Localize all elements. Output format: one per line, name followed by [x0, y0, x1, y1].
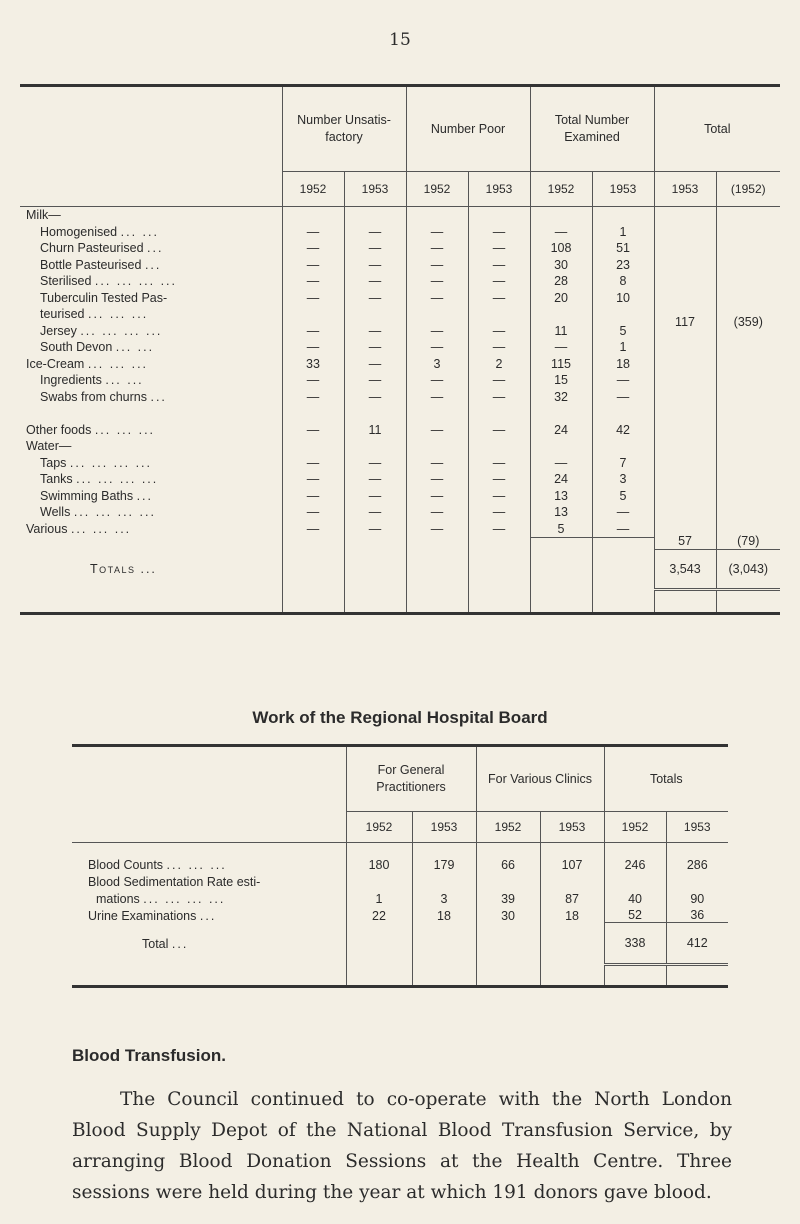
year-header: 1953 [412, 812, 476, 843]
cell-value: — [406, 240, 468, 257]
header-examined: Total Number Examined [530, 86, 654, 172]
water-total-1952: (79) [716, 438, 780, 550]
cell-value: — [592, 372, 654, 389]
year-header: 1952 [604, 812, 666, 843]
cell-value [604, 872, 666, 889]
row-label-text: Water— [26, 439, 72, 453]
row-leader-dots: ... ... ... [94, 422, 156, 437]
cell-value: — [468, 455, 530, 472]
cell-value [406, 306, 468, 323]
cell-value: 28 [530, 273, 592, 290]
cell-value: 51 [592, 240, 654, 257]
cell-value: 3 [406, 356, 468, 373]
cell-value: 30 [530, 257, 592, 274]
row-label [20, 339, 282, 356]
cell-value: — [468, 389, 530, 406]
row-label [72, 906, 346, 923]
cell-value: 1 [592, 339, 654, 356]
row-label-text: Wells [40, 505, 71, 519]
cell-value [592, 438, 654, 455]
row-label [20, 306, 282, 323]
cell-value: — [468, 273, 530, 290]
cell-value: 23 [592, 257, 654, 274]
cell-value [530, 405, 592, 422]
cell-value: 66 [476, 855, 540, 872]
row-label-text: Bottle Pasteurised [40, 257, 142, 272]
cell-value: 179 [412, 855, 476, 872]
cell-value: 33 [282, 356, 344, 373]
cell-value: 11 [344, 422, 406, 439]
grand-total-1953: 3,543 [654, 550, 716, 590]
cell-value: — [282, 372, 344, 389]
row-label [20, 240, 282, 257]
hospital-board-table [72, 744, 728, 988]
cell-value: — [406, 323, 468, 340]
cell-value: 3 [412, 889, 476, 906]
row-label-text: Tanks [40, 472, 73, 486]
row-label [20, 273, 282, 290]
cell-value: 20 [530, 290, 592, 307]
cell-value [406, 207, 468, 224]
row-label-text: Blood Counts [88, 857, 164, 872]
year-header: 1952 [530, 172, 592, 207]
cell-value: — [282, 521, 344, 538]
row-label [20, 471, 282, 488]
table-row [20, 438, 780, 455]
total-label-text: Total [142, 936, 169, 951]
row-label [20, 504, 282, 521]
cell-value: — [282, 339, 344, 356]
cell-value: — [592, 521, 654, 538]
table-row [72, 872, 728, 889]
row-label-text: Milk— [26, 208, 61, 222]
table-row [72, 889, 728, 906]
cell-value: — [282, 471, 344, 488]
samples-table [20, 84, 780, 615]
row-label-text: Swimming Baths [40, 488, 134, 503]
cell-value [468, 438, 530, 455]
cell-value: — [468, 323, 530, 340]
row-label [20, 224, 282, 241]
cell-value: — [468, 339, 530, 356]
cell-value: 13 [530, 488, 592, 505]
total-label [72, 923, 346, 965]
cell-value [468, 207, 530, 224]
row-leader-dots: ... ... ... [87, 307, 149, 321]
row-label-text: Tuberculin Tested Pas- [40, 290, 168, 305]
spacer-row [20, 590, 780, 614]
totals-label-text: Totals [90, 562, 136, 577]
row-leader-dots: ... ... ... ... [69, 455, 152, 470]
row-label [20, 257, 282, 274]
cell-value: 5 [530, 521, 592, 538]
header-unsatisfactory: Number Unsatis- factory [282, 86, 406, 172]
cell-value: — [344, 356, 406, 373]
cell-value [592, 207, 654, 224]
cell-value: — [344, 273, 406, 290]
year-header: 1952 [282, 172, 344, 207]
food-total-1952: (359) [716, 207, 780, 439]
row-label-text: Homogenised [40, 224, 118, 239]
cell-value: 13 [530, 504, 592, 521]
total-1953: 412 [666, 923, 728, 965]
cell-value [406, 438, 468, 455]
cell-value: — [344, 521, 406, 538]
year-header: 1952 [476, 812, 540, 843]
spacer-row [72, 843, 728, 855]
row-leader-dots: ... ... ... ... [73, 505, 156, 519]
cell-value [468, 306, 530, 323]
grand-total-1952: (3,043) [716, 550, 780, 590]
cell-value: — [468, 257, 530, 274]
row-label-text: Taps [40, 455, 67, 470]
header-totals: Totals [604, 746, 728, 812]
cell-value: — [530, 224, 592, 241]
totals-row [20, 550, 780, 590]
year-header: (1952) [716, 172, 780, 207]
totals-leader-dots: ... [140, 562, 157, 577]
row-label-text: Various [26, 521, 68, 536]
cell-value: — [282, 290, 344, 307]
cell-value: 3 [592, 471, 654, 488]
cell-value: 246 [604, 855, 666, 872]
row-label-text: teurised [40, 307, 85, 321]
cell-value: — [344, 257, 406, 274]
row-leader-dots: ... ... ... [87, 356, 149, 371]
cell-value: — [282, 273, 344, 290]
cell-value: — [344, 471, 406, 488]
row-label [20, 455, 282, 472]
cell-value: — [282, 257, 344, 274]
year-header: 1953 [540, 812, 604, 843]
cell-value: — [406, 290, 468, 307]
cell-value [666, 872, 728, 889]
cell-value: 18 [592, 356, 654, 373]
row-leader-dots: ... ... ... ... [94, 274, 177, 288]
year-header: 1953 [468, 172, 530, 207]
cell-value [540, 872, 604, 889]
hospital-board-title: Work of the Regional Hospital Board [252, 708, 548, 727]
row-label [20, 207, 282, 224]
row-label [20, 290, 282, 307]
table-row [20, 207, 780, 224]
cell-value: — [406, 372, 468, 389]
cell-value: 42 [592, 422, 654, 439]
cell-value [468, 405, 530, 422]
cell-value: 1 [592, 224, 654, 241]
cell-value: — [468, 422, 530, 439]
row-label [20, 521, 282, 538]
row-label-text: Jersey [40, 323, 77, 338]
row-label [20, 488, 282, 505]
cell-value: — [282, 504, 344, 521]
cell-value [282, 207, 344, 224]
totals-label [20, 550, 282, 590]
row-label-text: Urine Examinations [88, 908, 197, 923]
cell-value: 8 [592, 273, 654, 290]
cell-value: — [406, 339, 468, 356]
cell-value: — [468, 372, 530, 389]
header-poor: Number Poor [406, 86, 530, 172]
row-label [72, 872, 346, 889]
header-general-practitioners: For General Practitioners [346, 746, 476, 812]
cell-value: — [406, 521, 468, 538]
year-header: 1953 [666, 812, 728, 843]
row-label [20, 405, 282, 422]
cell-value: 87 [540, 889, 604, 906]
cell-value: 7 [592, 455, 654, 472]
cell-value: 5 [592, 323, 654, 340]
row-leader-dots: ... ... ... [70, 521, 132, 536]
row-label-text: Sterilised [40, 274, 92, 288]
cell-value: — [344, 339, 406, 356]
cell-value [282, 306, 344, 323]
cell-value: 40 [604, 889, 666, 906]
cell-value: 90 [666, 889, 728, 906]
cell-value: — [282, 455, 344, 472]
year-header: 1952 [346, 812, 412, 843]
cell-value: 24 [530, 471, 592, 488]
row-leader-dots: ... ... ... ... [76, 472, 159, 486]
cell-value [344, 438, 406, 455]
page-number: 15 [389, 30, 411, 50]
year-header: 1953 [344, 172, 406, 207]
cell-value: 286 [666, 855, 728, 872]
cell-value: 18 [412, 906, 476, 923]
cell-value: — [282, 240, 344, 257]
row-label-text: Churn Pasteurised [40, 241, 144, 255]
year-header: 1952 [406, 172, 468, 207]
cell-value: — [406, 224, 468, 241]
cell-value: — [406, 488, 468, 505]
total-leader-dots: ... [171, 936, 189, 951]
cell-value: — [406, 455, 468, 472]
row-label [20, 422, 282, 439]
cell-value [412, 872, 476, 889]
row-leader-dots: ... ... [105, 373, 144, 387]
cell-value: — [406, 422, 468, 439]
cell-value: — [406, 471, 468, 488]
cell-value [592, 405, 654, 422]
cell-value: 18 [540, 906, 604, 923]
cell-value: — [282, 488, 344, 505]
cell-value: 108 [530, 240, 592, 257]
cell-value: — [282, 422, 344, 439]
cell-value: 52 [604, 906, 666, 923]
row-label [72, 855, 346, 872]
row-leader-dots: ... ... ... ... [80, 323, 163, 338]
water-total-1953: 57 [654, 438, 716, 550]
row-label-text: Ice-Cream [26, 356, 85, 371]
cell-value: — [468, 504, 530, 521]
cell-value: 11 [530, 323, 592, 340]
cell-value: 30 [476, 906, 540, 923]
cell-value: 115 [530, 356, 592, 373]
cell-value: — [530, 455, 592, 472]
row-leader-dots: ... [147, 241, 164, 255]
totals-row [72, 923, 728, 965]
cell-value: — [468, 488, 530, 505]
cell-value: — [344, 224, 406, 241]
year-header: 1953 [654, 172, 716, 207]
cell-value [344, 306, 406, 323]
cell-value: 36 [666, 906, 728, 923]
table-row [72, 906, 728, 923]
cell-value: — [344, 389, 406, 406]
cell-value: — [468, 290, 530, 307]
total-1952: 338 [604, 923, 666, 965]
section-paragraph: The Council continued to co-operate with the North London Blood Supply Depot of the National Blood Transfusion Service, by arranging Blood Donation Sessions at the Health Centre. Three sessions were held during the year at which 191 donors gave blood. [72, 1089, 732, 1203]
row-label-text: Swabs from churns [40, 389, 147, 404]
cell-value: — [344, 488, 406, 505]
cell-value: 39 [476, 889, 540, 906]
header-total: Total [654, 86, 780, 172]
row-leader-dots: ... [150, 389, 167, 404]
cell-value [282, 405, 344, 422]
cell-value: — [344, 240, 406, 257]
cell-value [592, 306, 654, 323]
section-title: Blood Transfusion. [72, 1046, 226, 1065]
row-leader-dots: ... ... [120, 224, 159, 239]
cell-value: — [468, 471, 530, 488]
cell-value: 15 [530, 372, 592, 389]
cell-value: 10 [592, 290, 654, 307]
cell-value: — [406, 504, 468, 521]
cell-value: — [282, 224, 344, 241]
cell-value: — [406, 389, 468, 406]
cell-value: — [282, 389, 344, 406]
header-various-clinics: For Various Clinics [476, 746, 604, 812]
cell-value: — [592, 389, 654, 406]
row-label-text: South Devon [40, 340, 113, 354]
row-label-text: Other foods [26, 422, 92, 437]
cell-value: — [468, 240, 530, 257]
cell-value: 24 [530, 422, 592, 439]
cell-value: — [344, 455, 406, 472]
row-label-text: mations [96, 891, 140, 906]
row-label [20, 438, 282, 455]
row-label-text: Blood Sedimentation Rate esti- [88, 874, 261, 889]
cell-value: 107 [540, 855, 604, 872]
cell-value: — [592, 504, 654, 521]
row-leader-dots: ... [199, 908, 217, 923]
row-leader-dots: ... ... ... ... [143, 891, 226, 906]
cell-value [344, 405, 406, 422]
cell-value: — [344, 323, 406, 340]
cell-value: — [344, 290, 406, 307]
year-header: 1953 [592, 172, 654, 207]
cell-value: 32 [530, 389, 592, 406]
cell-value: 5 [592, 488, 654, 505]
cell-value: 180 [346, 855, 412, 872]
row-label [20, 356, 282, 373]
cell-value [530, 207, 592, 224]
cell-value: — [406, 257, 468, 274]
cell-value: 1 [346, 889, 412, 906]
cell-value: 2 [468, 356, 530, 373]
row-label [20, 323, 282, 340]
table-row [72, 855, 728, 872]
row-leader-dots: ... [136, 488, 153, 503]
cell-value: 22 [346, 906, 412, 923]
cell-value: — [344, 504, 406, 521]
row-label [20, 389, 282, 406]
cell-value: — [468, 224, 530, 241]
cell-value [406, 405, 468, 422]
row-leader-dots: ... ... ... [166, 857, 227, 872]
cell-value: — [344, 372, 406, 389]
row-label [20, 372, 282, 389]
row-leader-dots: ... [144, 257, 162, 272]
row-label-text: Ingredients [40, 373, 102, 387]
cell-value [346, 872, 412, 889]
cell-value [530, 306, 592, 323]
cell-value [282, 438, 344, 455]
cell-value [476, 872, 540, 889]
cell-value: — [406, 273, 468, 290]
cell-value: — [530, 339, 592, 356]
cell-value [344, 207, 406, 224]
row-leader-dots: ... ... [115, 340, 155, 354]
row-label [72, 889, 346, 906]
cell-value [530, 438, 592, 455]
cell-value: — [282, 323, 344, 340]
spacer-row [72, 965, 728, 987]
food-total-1953: 117 [654, 207, 716, 439]
cell-value: — [468, 521, 530, 538]
